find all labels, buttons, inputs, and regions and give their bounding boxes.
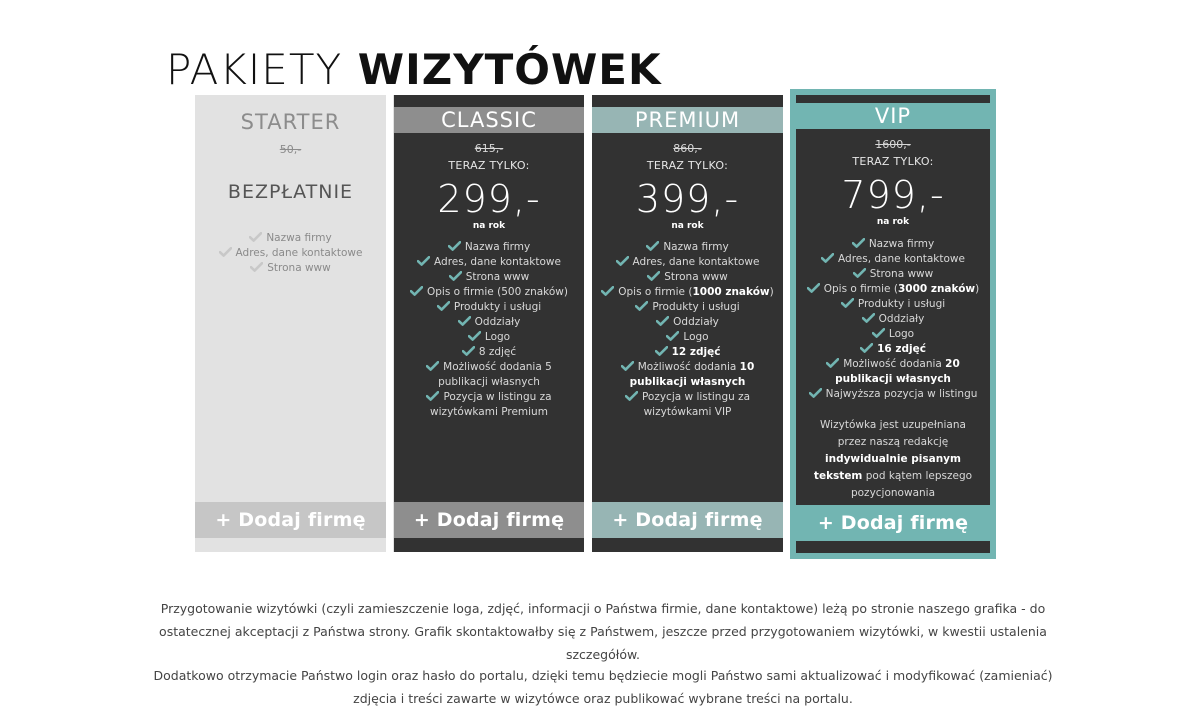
check-icon [841,298,854,308]
check-icon [853,268,866,278]
check-icon [468,331,481,341]
check-icon [809,388,822,398]
feature-text: Adres, dane kontaktowe [434,256,561,268]
feature-text: Adres, dane kontaktowe [235,247,363,259]
feature-text: Nazwa firmy [464,241,531,253]
feature-text: Opis o firmie ( [618,286,693,298]
feature-text-bold: 3000 znaków [897,283,976,295]
feature-text: ) [975,283,980,295]
old-price: 50,- [279,143,302,156]
check-icon [249,232,262,242]
feature-text: Logo [888,328,915,340]
feature-item [598,255,777,270]
feature-text: Nazwa firmy [868,238,935,250]
check-icon [437,301,450,311]
feature-item [201,246,380,261]
feature-item [802,252,984,267]
feature-item [400,330,578,345]
package-name: STARTER [240,110,341,134]
check-icon [426,391,439,401]
info-paragraph-login: Dodatkowo otrzymacie Państwo login oraz hasło do portalu, dzięki temu będziecie mogli Państwo sami aktualizować i modyfikować (zamieniać) zdjęcia i treści zawarte w wizytówce oraz publikować wybrane treści na portalu. [153,667,1053,706]
package-name: CLASSIC [394,107,584,133]
feature-text: 8 zdjęć [478,346,517,358]
page-title [166,42,662,98]
feature-item [400,300,578,315]
check-icon [646,241,659,251]
check-icon [655,346,668,356]
check-icon [601,286,614,296]
check-icon [616,256,629,266]
old-price: 1600,- [875,138,911,151]
feature-item [598,300,777,315]
feature-item [400,390,578,420]
package-card-starter [195,95,386,552]
feature-text: Produkty i usługi [857,298,946,310]
feature-item [598,270,777,285]
feature-list [802,237,984,402]
check-icon [862,313,875,323]
check-icon [666,331,679,341]
vip-note-bold: indywidualnie pisanym tekstem [813,453,961,482]
add-company-button-premium[interactable]: + Dodaj firmę [592,502,783,538]
feature-item [802,297,984,312]
price: 399,- [635,177,740,221]
feature-item [400,360,578,390]
feature-item [400,345,578,360]
feature-text-bold: 20 publikacji własnych [835,358,960,385]
feature-text: Nazwa firmy [663,241,729,253]
feature-text: ) [769,286,774,298]
check-icon [458,316,471,326]
check-icon [410,286,423,296]
feature-item [201,261,380,276]
feature-item [802,342,984,357]
feature-text-bold: 12 zdjęć [671,346,721,358]
feature-text: Adres, dane kontaktowe [838,253,965,265]
feature-text-bold: 16 zdjęć [877,343,926,355]
feature-item [400,315,578,330]
info-paragraph-preparation: Przygotowanie wizytówki (czyli zamieszczenie loga, zdjęć, informacji o Państwa firmie, dane kontaktowe) leżą po stronie naszego grafika - do ostatecznej akceptacji z Państwa strony. Grafik skontaktowałby się z Państwem, jeszcze przed przygotowaniem wizytówki, w kwestii ustalenia szczegółów. [159,600,1047,662]
feature-text: Opis o firmie ( [823,283,898,295]
feature-item [400,285,578,300]
vip-note-text-end: pod kątem lepszego pozycjonowania [850,470,973,499]
feature-text: Opis o firmie (500 znaków) [427,286,568,298]
feature-text: Strona www [869,268,934,280]
vip-note [808,417,978,502]
price-period: na rok [671,221,704,231]
feature-item [400,240,578,255]
old-price: 860,- [673,142,702,155]
package-card-classic [393,95,584,552]
feature-item [598,240,777,255]
feature-item [201,231,380,246]
add-company-button-classic[interactable]: + Dodaj firmę [394,502,584,538]
feature-item [802,237,984,252]
package-name: PREMIUM [592,107,783,133]
feature-item [802,312,984,327]
add-company-button-starter[interactable]: + Dodaj firmę [195,502,386,538]
price-free: BEZPŁATNIE [227,181,354,203]
page-title-bold: WIZYTÓWEK [357,45,662,95]
feature-text: Produkty i usługi [652,301,740,313]
feature-text: Oddziały [878,313,925,325]
package-card-vip [790,89,996,559]
now-only-label: TERAZ TYLKO: [852,155,934,168]
feature-list [400,240,578,420]
feature-text-bold: 10 publikacji własnych [629,361,755,388]
feature-item [802,282,984,297]
feature-item [598,330,777,345]
feature-item [802,267,984,282]
feature-text: Strona www [664,271,728,283]
check-icon [426,361,439,371]
feature-item [400,270,578,285]
check-icon [852,238,865,248]
feature-text: Możliwość dodania 5 publikacji własnych [438,361,552,388]
vip-note-text: Wizytówka jest uzupełniana przez naszą redakcję [820,419,966,448]
check-icon [219,247,232,257]
feature-text: Adres, dane kontaktowe [632,256,760,268]
now-only-label: TERAZ TYLKO: [646,159,729,172]
feature-text: Możliwość dodania [637,361,740,373]
check-icon [635,301,648,311]
old-price: 615,- [474,142,504,155]
package-card-vip-inner [796,95,990,553]
package-name: VIP [796,103,990,129]
feature-text: Pozycja w listingu za wizytówkami Premium [430,391,552,418]
feature-text: Strona www [465,271,530,283]
check-icon [656,316,669,326]
check-icon [462,346,475,356]
feature-text: Produkty i usługi [453,301,542,313]
feature-text: Logo [484,331,511,343]
feature-item [802,357,984,387]
feature-text: Logo [683,331,709,343]
check-icon [872,328,885,338]
feature-text: Możliwość dodania [843,358,946,370]
feature-text: Strona www [267,262,331,274]
feature-list [201,231,380,276]
add-company-button-vip[interactable]: + Dodaj firmę [796,505,990,541]
feature-item [598,360,777,390]
price-period: na rok [876,217,910,227]
feature-text: Oddziały [474,316,521,328]
check-icon [621,361,634,371]
feature-text: Nazwa firmy [266,232,332,244]
price-period: na rok [472,221,506,231]
feature-item [598,315,777,330]
check-icon [647,271,660,281]
check-icon [625,391,638,401]
feature-item [598,345,777,360]
feature-item [802,327,984,342]
check-icon [821,253,834,263]
check-icon [417,256,430,266]
check-icon [807,283,820,293]
feature-text: Oddziały [673,316,719,328]
feature-item [598,285,777,300]
check-icon [449,271,462,281]
feature-item [400,255,578,270]
price: 299,- [437,177,541,221]
page-title-light: PAKIETY [166,45,343,95]
feature-item [598,390,777,420]
price: 799,- [841,173,945,217]
now-only-label: TERAZ TYLKO: [448,159,530,172]
check-icon [448,241,461,251]
feature-text: Pozycja w listingu za wizytówkami VIP [641,391,751,418]
feature-list [598,240,777,420]
feature-text: Najwyższa pozycja w listingu [825,388,978,400]
package-card-premium [592,95,783,552]
check-icon [826,358,839,368]
check-icon [250,262,263,272]
feature-text-bold: 1000 znaków [692,286,770,298]
feature-item [802,387,984,402]
check-icon [860,343,873,353]
